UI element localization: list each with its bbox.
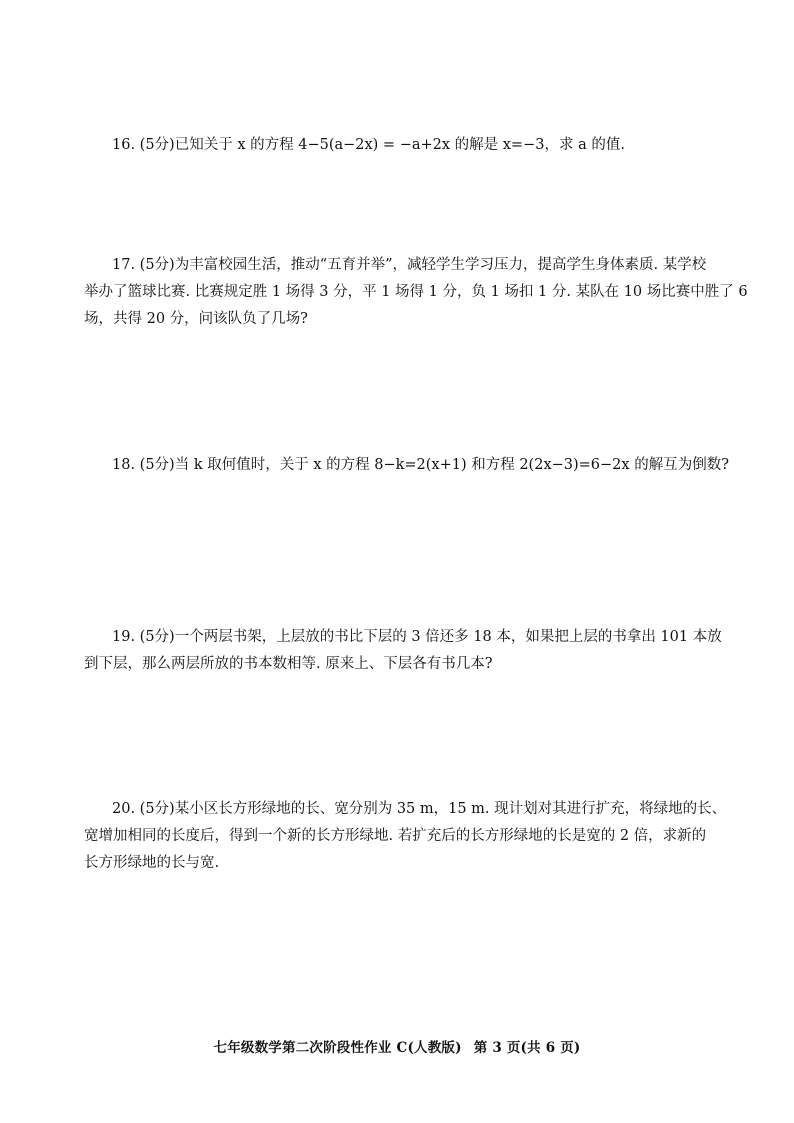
question-16 [84,132,712,159]
question-18-line-1 [84,452,729,479]
question-20-text-1: 20. (5分)某小区长方形绿地的长、宽分别为 35 m，15 m. 现计划对其进行扩充，将绿地的长、 [112,801,727,817]
footer-page-number: 第 3 页(共 6 页) [473,1040,581,1056]
question-19-line-1 [84,624,722,651]
question-20-line-3: 长方形绿地的长与宽. [84,855,220,871]
question-20 [84,796,727,877]
question-17-line-1 [84,252,712,279]
question-17-text-1: 17. (5分)为丰富校园生活，推动“五育并举”，减轻学生学习压力，提高学生身体素质. 某学校 [112,257,707,273]
question-18 [84,452,729,479]
page-footer [0,1036,794,1056]
question-16-text: 16. (5分)已知关于 x 的方程 4−5(a−2x) = −a+2x 的解是 x=−3，求 a 的值. [112,137,625,153]
question-17 [84,252,748,333]
question-20-line-1 [84,796,727,823]
question-20-line-2: 宽增加相同的长度后，得到一个新的长方形绿地. 若扩充后的长方形绿地的长是宽的 2 倍，求新的 [84,828,707,844]
question-19-text-1: 19. (5分)一个两层书架，上层放的书比下层的 3 倍还多 18 本，如果把上层的书拿出 101 本放 [112,629,722,645]
question-17-line-3: 场，共得 20 分，问该队负了几场? [84,311,308,327]
question-19 [84,624,722,678]
question-19-line-2: 到下层，那么两层所放的书本数相等. 原来上、下层各有书几本? [84,656,493,672]
footer-title: 七年级数学第二次阶段性作业 C(人教版) [213,1040,462,1056]
question-18-text: 18. (5分)当 k 取何值时，关于 x 的方程 8−k=2(x+1) 和方程 2(2x−3)=6−2x 的解互为倒数? [112,457,729,473]
question-16-line-1 [84,132,712,159]
question-17-line-2: 举办了篮球比赛. 比赛规定胜 1 场得 3 分，平 1 场得 1 分，负 1 场扣 1 分. 某队在 10 场比赛中胜了 6 [84,284,748,300]
